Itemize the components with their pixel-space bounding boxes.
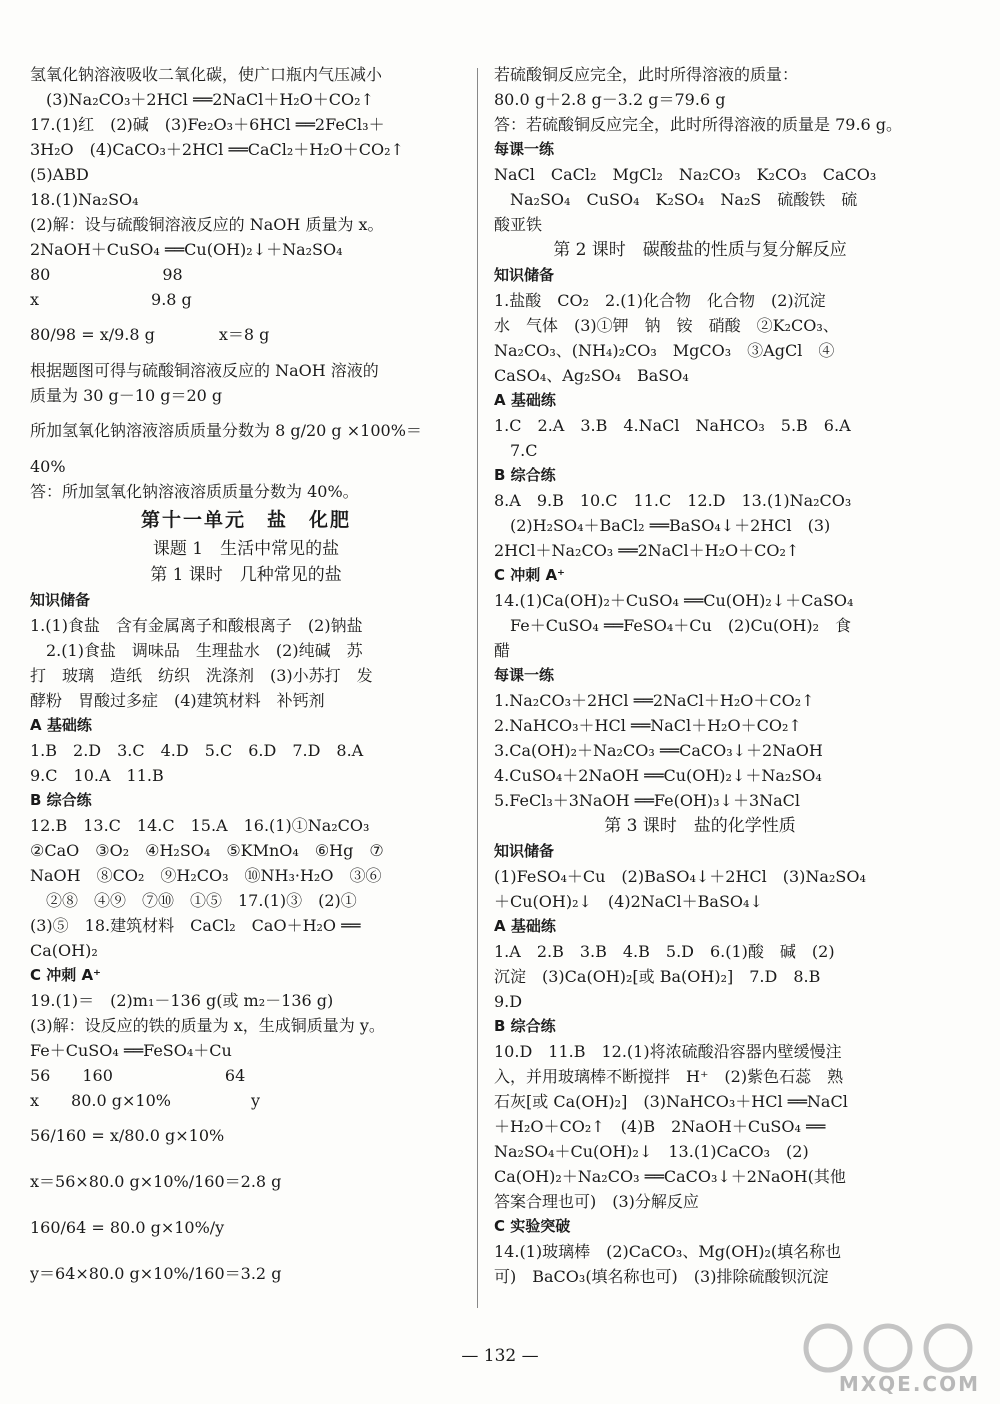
text-line: 氢氧化钠溶液吸收二氧化碳，使广口瓶内气压减小 <box>30 65 383 84</box>
period-title: 第 3 课时 盐的化学性质 <box>604 816 796 836</box>
text-line: x 9.8 g <box>30 290 192 309</box>
text-line: 9.D <box>494 992 523 1011</box>
text-line: 8.A 9.B 10.C 11.C 12.D 13.(1)Na₂CO₃ <box>494 491 852 510</box>
proportion: 80/98 = x/9.8 g x＝8 g <box>30 325 270 344</box>
text-line: CaSO₄、Ag₂SO₄ BaSO₄ <box>494 366 689 385</box>
text-line: 14.(1)Ca(OH)₂＋CuSO₄ ══Cu(OH)₂↓＋CaSO₄ <box>494 591 854 610</box>
text-line: 入，并用玻璃棒不断搅拌 H⁺ (2)紫色石蕊 熟 <box>494 1067 844 1086</box>
text-line: 1.C 2.A 3.B 4.NaCl NaHCO₃ 5.B 6.A <box>494 416 851 435</box>
text-line: (3)⑤ 18.建筑材料 CaCl₂ CaO＋H₂O ══ <box>30 916 361 935</box>
text-line: 根据题图可得与硫酸铜溶液反应的 NaOH 溶液的 <box>30 361 379 380</box>
calculation: y＝64×80.0 g×10%/160＝3.2 g <box>30 1264 282 1283</box>
text-line: 3H₂O (4)CaCO₃＋2HCl ══CaCl₂＋H₂O＋CO₂↑ <box>30 140 404 159</box>
equation: 3.Ca(OH)₂＋Na₂CO₃ ══CaCO₃↓＋2NaOH <box>494 741 823 760</box>
proportion: 56/160 = x/80.0 g×10% <box>30 1126 225 1145</box>
text-line: 7.C <box>494 441 538 460</box>
equation: Fe＋CuSO₄ ══FeSO₄＋Cu <box>30 1041 232 1060</box>
equation: 2NaOH＋CuSO₄ ══Cu(OH)₂↓＋Na₂SO₄ <box>30 240 343 259</box>
section-heading: 每课一练 <box>494 666 555 684</box>
text-line: ＋H₂O＋CO₂↑ (4)B 2NaOH＋CuSO₄ ══ <box>494 1117 826 1136</box>
text-line: 打 玻璃 造纸 纺织 洗涤剂 (3)小苏打 发 <box>30 666 373 685</box>
equation: 4.CuSO₄＋2NaOH ══Cu(OH)₂↓＋Na₂SO₄ <box>494 766 822 785</box>
right-column <box>494 62 906 1289</box>
section-heading: 知识储备 <box>494 842 555 860</box>
text-line: 答：所加氢氧化钠溶液溶质质量分数为 40%。 <box>30 482 359 501</box>
text-line: 10.D 11.B 12.(1)将浓硫酸沿容器内壁缓慢注 <box>494 1042 842 1061</box>
proportion: 160/64 = 80.0 g×10%/y <box>30 1218 225 1237</box>
text-line: Fe＋CuSO₄ ══FeSO₄＋Cu (2)Cu(OH)₂ 食 <box>494 616 852 635</box>
section-heading: C 冲刺 A⁺ <box>30 966 101 984</box>
text-line: 2HCl＋Na₂CO₃ ══2NaCl＋H₂O＋CO₂↑ <box>494 541 800 560</box>
text-line: 80 98 <box>30 265 183 284</box>
text-line: (3)解：设反应的铁的质量为 x，生成铜质量为 y。 <box>30 1016 385 1035</box>
page-number: — 132 — <box>461 1346 539 1366</box>
text-line: (1)FeSO₄＋Cu (2)BaSO₄↓＋2HCl (3)Na₂SO₄ <box>494 867 866 886</box>
text-line: (3)Na₂CO₃＋2HCl ══2NaCl＋H₂O＋CO₂↑ <box>30 90 374 109</box>
text-line: 石灰[或 Ca(OH)₂] (3)NaHCO₃＋HCl ══NaCl <box>494 1092 848 1111</box>
equation: 1.Na₂CO₃＋2HCl ══2NaCl＋H₂O＋CO₂↑ <box>494 691 815 710</box>
text-line: 80.0 g＋2.8 g－3.2 g＝79.6 g <box>494 90 726 109</box>
text-line: Ca(OH)₂ <box>30 941 98 960</box>
section-heading: C 实验突破 <box>494 1217 571 1235</box>
watermark-text: MXQE.COM <box>838 1372 980 1396</box>
equation: 5.FeCl₃＋3NaOH ══Fe(OH)₃↓＋3NaCl <box>494 791 801 810</box>
section-heading: 每课一练 <box>494 140 555 158</box>
text-line: ＋Cu(OH)₂↓ (4)2NaCl＋BaSO₄↓ <box>494 892 763 911</box>
text-line: Na₂SO₄＋Cu(OH)₂↓ 13.(1)CaCO₃ (2) <box>494 1142 809 1161</box>
section-heading: B 综合练 <box>30 791 92 809</box>
text-line: 若硫酸铜反应完全，此时所得溶液的质量： <box>494 65 799 84</box>
period-title: 第 1 课时 几种常见的盐 <box>150 565 342 585</box>
column-divider <box>477 68 478 1308</box>
text-line: (5)ABD <box>30 165 89 184</box>
text-line: 1.B 2.D 3.C 4.D 5.C 6.D 7.D 8.A <box>30 741 364 760</box>
text-line: 可) BaCO₃(填名称也可) (3)排除硫酸钡沉淀 <box>494 1267 829 1286</box>
text-line: 水 气体 (3)①钾 钠 铵 硝酸 ②K₂CO₃、 <box>494 316 839 335</box>
text-line: 答案合理也可) (3)分解反应 <box>494 1192 699 1211</box>
section-heading: A 基础练 <box>494 917 556 935</box>
text-line: Ca(OH)₂＋Na₂CO₃ ══CaCO₃↓＋2NaOH(其他 <box>494 1167 846 1186</box>
calculation: x＝56×80.0 g×10%/160＝2.8 g <box>30 1172 282 1191</box>
text-line: x 80.0 g×10% y <box>30 1091 260 1110</box>
answer-18: 18.(1)Na₂SO₄ <box>30 190 139 209</box>
text-line: 醋 <box>494 641 511 660</box>
text-line: 1.A 2.B 3.B 4.B 5.D 6.(1)酸 碱 (2) <box>494 942 835 961</box>
section-heading: C 冲刺 A⁺ <box>494 566 565 584</box>
section-heading: B 综合练 <box>494 1017 556 1035</box>
text-line: 酵粉 胃酸过多症 (4)建筑材料 补钙剂 <box>30 691 325 710</box>
text-line: Na₂CO₃、(NH₄)₂CO₃ MgCO₃ ③AgCl ④ <box>494 341 835 360</box>
text-line: 质量为 30 g－10 g＝20 g <box>30 386 223 405</box>
text-line: NaOH ⑧CO₂ ⑨H₂CO₃ ⑩NH₃·H₂O ③⑥ <box>30 866 382 885</box>
text-line: 19.(1)＝ (2)m₁－136 g(或 m₂－136 g) <box>30 991 334 1010</box>
text-line: 1.(1)食盐 含有金属离子和酸根离子 (2)钠盐 <box>30 616 363 635</box>
text-line: ②CaO ③O₂ ④H₂SO₄ ⑤KMnO₄ ⑥Hg ⑦ <box>30 841 384 860</box>
text-line: ②⑧ ④⑨ ⑦⑩ ①⑤ 17.(1)③ (2)① <box>30 891 357 910</box>
text-line: 答：若硫酸铜反应完全，此时所得溶液的质量是 79.6 g。 <box>494 115 903 134</box>
text-line: (2)H₂SO₄＋BaCl₂ ══BaSO₄↓＋2HCl (3) <box>494 516 831 535</box>
section-heading: 知识储备 <box>494 266 555 284</box>
text-line: 2.(1)食盐 调味品 生理盐水 (2)纯碱 苏 <box>30 641 363 660</box>
left-column <box>30 62 462 1297</box>
text-line: 12.B 13.C 14.C 15.A 16.(1)①Na₂CO₃ <box>30 816 370 835</box>
text-line: 酸亚铁 <box>494 215 543 234</box>
text-line: 所加氢氧化钠溶液溶质质量分数为 8 g/20 g ×100%＝ <box>30 421 422 440</box>
section-heading: 知识储备 <box>30 591 91 609</box>
text-line: NaCl CaCl₂ MgCl₂ Na₂CO₃ K₂CO₃ CaCO₃ <box>494 165 877 184</box>
text-line: Na₂SO₄ CuSO₄ K₂SO₄ Na₂S 硫酸铁 硫 <box>494 190 858 209</box>
unit-title: 第十一单元 盐 化肥 <box>140 509 351 531</box>
text-line: 40% <box>30 457 66 476</box>
answer-17: 17.(1)红 (2)碱 (3)Fe₂O₃＋6HCl ══2FeCl₃＋ <box>30 115 385 134</box>
text-line: 14.(1)玻璃棒 (2)CaCO₃、Mg(OH)₂(填名称也 <box>494 1242 842 1261</box>
lesson-title: 课题 1 生活中常见的盐 <box>152 539 340 559</box>
section-heading: A 基础练 <box>30 716 92 734</box>
text-line: 56 160 64 <box>30 1066 246 1085</box>
equation: 2.NaHCO₃＋HCl ══NaCl＋H₂O＋CO₂↑ <box>494 716 802 735</box>
text-line: 沉淀 (3)Ca(OH)₂[或 Ba(OH)₂] 7.D 8.B <box>494 967 821 986</box>
period-title: 第 2 课时 碳酸盐的性质与复分解反应 <box>553 240 847 260</box>
text-line: 1.盐酸 CO₂ 2.(1)化合物 化合物 (2)沉淀 <box>494 291 826 310</box>
section-heading: A 基础练 <box>494 391 556 409</box>
text-line: 9.C 10.A 11.B <box>30 766 164 785</box>
text-line: (2)解：设与硫酸铜溶液反应的 NaOH 质量为 x。 <box>30 215 384 234</box>
section-heading: B 综合练 <box>494 466 556 484</box>
